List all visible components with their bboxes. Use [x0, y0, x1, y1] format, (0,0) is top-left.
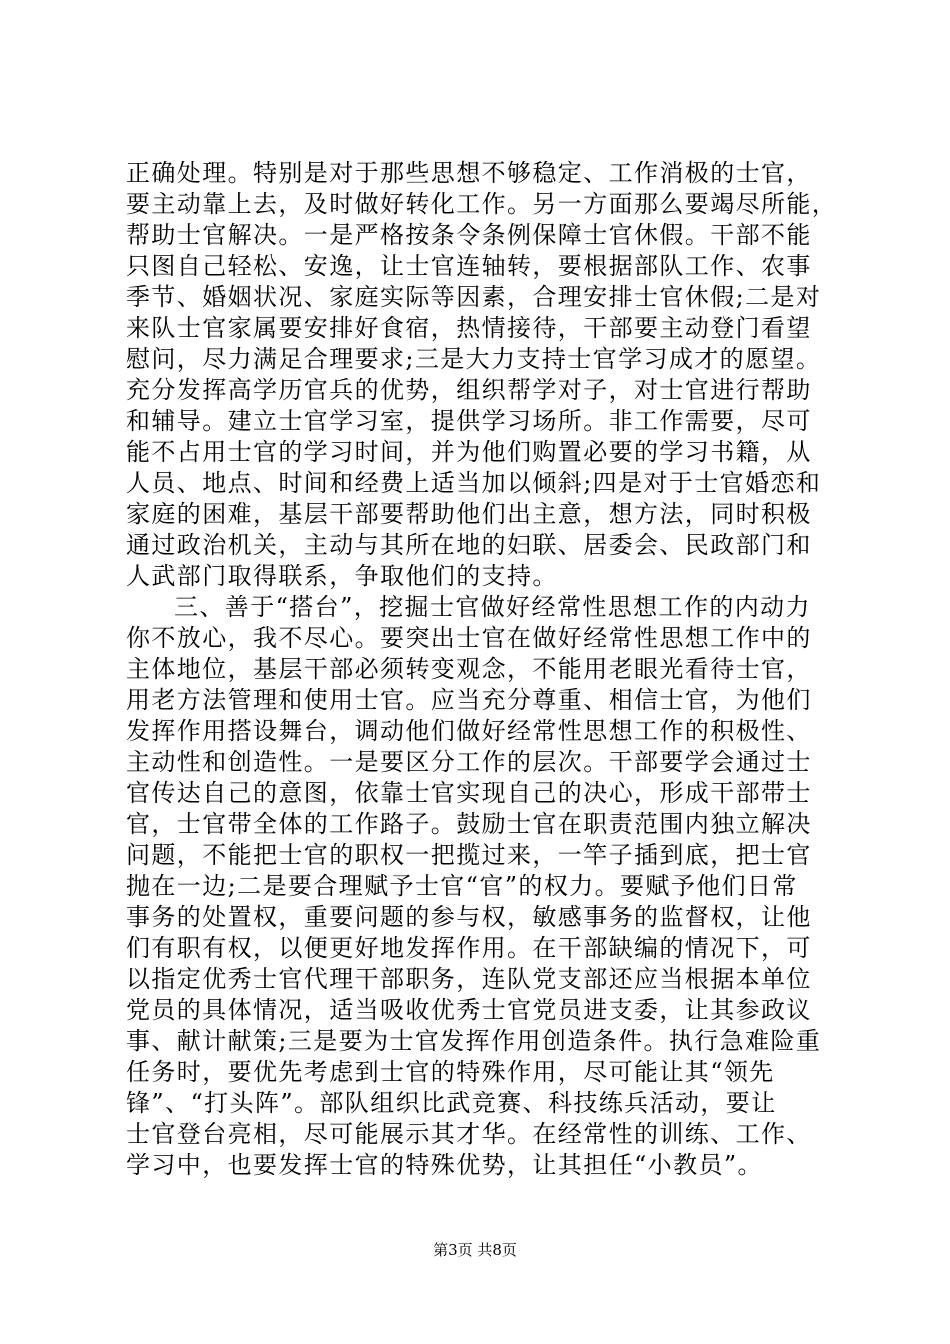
- text-line: 们有职有权，以便更好地发挥作用。在干部缺编的情况下，可: [126, 934, 812, 962]
- text-line: 事、献计献策;三是要为士官发挥作用创造条件。执行急难险重: [126, 1027, 822, 1055]
- text-line: 来队士官家属要安排好食宿，热情接待，干部要主动登门看望: [126, 314, 812, 342]
- text-line: 只图自己轻松、安逸，让士官连轴转，要根据部队工作、农事: [126, 252, 812, 280]
- section-heading: 三、善于“搭台”，挖掘士官做好经常性思想工作的内动力: [174, 593, 811, 621]
- text-line: 季节、婚姻状况、家庭实际等因素，合理安排士官休假;二是对: [126, 283, 822, 311]
- text-line: 主体地位，基层干部必须转变观念，不能用老眼光看待士官，: [126, 655, 812, 683]
- body-text: [126, 158, 838, 1181]
- text-line: 锋”、“打头阵”。部队组织比武竞赛、科技练兵活动，要让: [126, 1089, 777, 1117]
- text-line: 要主动靠上去，及时做好转化工作。另一方面那么要竭尽所能，: [126, 190, 838, 218]
- text-line: 官传达自己的意图，依靠士官实现自己的决心，形成干部带士: [126, 779, 812, 807]
- text-line: 人员、地点、时间和经费上适当加以倾斜;四是对于士官婚恋和: [126, 469, 822, 497]
- text-line: 事务的处置权，重要问题的参与权，敏感事务的监督权，让他: [126, 903, 812, 931]
- text-line: 充分发挥高学历官兵的优势，组织帮学对子，对士官进行帮助: [126, 376, 812, 404]
- text-line: 学习中，也要发挥士官的特殊优势，让其担任“小教员”。: [126, 1151, 763, 1179]
- text-line: 慰问，尽力满足合理要求;三是大力支持士官学习成才的愿望。: [126, 345, 822, 373]
- text-line: 问题，不能把士官的职权一把揽过来，一竿子插到底，把士官: [126, 841, 812, 869]
- text-line: 帮助士官解决。一是严格按条令条例保障士官休假。干部不能: [126, 221, 812, 249]
- text-line: 用老方法管理和使用士官。应当充分尊重、相信士官，为他们: [126, 686, 812, 714]
- text-line: 主动性和创造性。一是要区分工作的层次。干部要学会通过士: [126, 748, 812, 776]
- text-line: 正确处理。特别是对于那些思想不够稳定、工作消极的士官，: [126, 159, 812, 187]
- text-line: 能不占用士官的学习时间，并为他们购置必要的学习书籍，从: [126, 438, 812, 466]
- page-number-footer: 第3页 共8页: [433, 1241, 517, 1259]
- text-line: 人武部门取得联系，争取他们的支持。: [126, 562, 558, 590]
- text-line: 你不放心，我不尽心。要突出士官在做好经常性思想工作中的: [126, 624, 812, 652]
- text-line: 通过政治机关，主动与其所在地的妇联、居委会、民政部门和: [126, 531, 812, 559]
- text-line: 士官登台亮相，尽可能展示其才华。在经常性的训练、工作、: [126, 1120, 812, 1148]
- text-line: 官，士官带全体的工作路子。鼓励士官在职责范围内独立解决: [126, 810, 812, 838]
- text-line: 发挥作用搭设舞台，调动他们做好经常性思想工作的积极性、: [126, 717, 812, 745]
- text-line: 家庭的困难，基层干部要帮助他们出主意，想方法，同时积极: [126, 500, 812, 528]
- text-line: 以指定优秀士官代理干部职务，连队党支部还应当根据本单位: [126, 965, 812, 993]
- text-line: 和辅导。建立士官学习室，提供学习场所。非工作需要，尽可: [126, 407, 812, 435]
- text-line: 任务时，要优先考虑到士官的特殊作用，尽可能让其“领先: [126, 1058, 775, 1086]
- text-line: 党员的具体情况，适当吸收优秀士官党员进支委，让其参政议: [126, 996, 812, 1024]
- text-line: 抛在一边;二是要合理赋予士官“官”的权力。要赋予他们日常: [126, 872, 798, 900]
